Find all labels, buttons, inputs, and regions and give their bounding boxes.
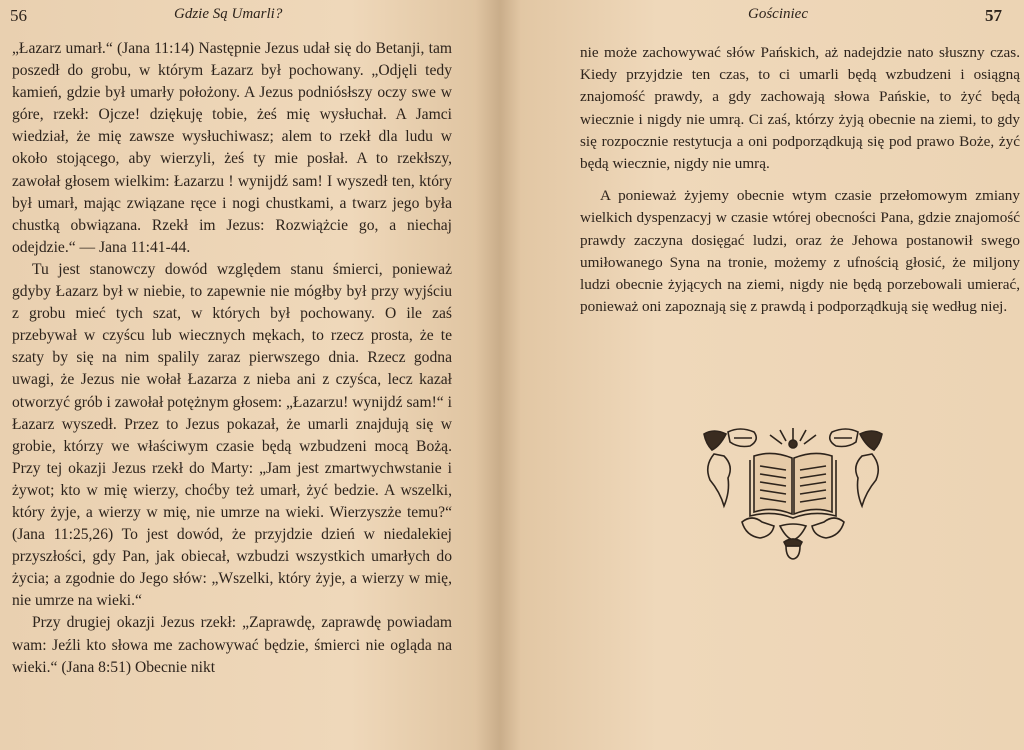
left-paragraph-2: Tu jest stanowczy dowód względem stanu śmierci, ponieważ gdyby Łazarz był w niebie, to zapewnie nie mógłby był przy wyjściu z grobu mieć tych szat, w których był pochowany. O ile zaś przebywał w czyścu lub wiecznych mękach, to rzecz prosta, że te szaty by się na nim spalily zaraz pierwszego dnia. Rzecz godna uwagi, że Jezus nie wołał Łazarza z nieba ani z czyśca, lecz kazał otworzyć grób i zawołał potężnym głosem: „Łazarzu! wynijdź sam!“ i Łazarz wyszedł. Przez to Jezus pokazał, że umarli znajdują się w grobie, którzy we właściwym czasie będą wzbudzeni mocą Bożą. Przy tej okazji Jezus rzekł do Marty: „Jam jest zmartwychwstanie i żywot; kto w mię wierzy, choćby też umarł, żyć bedzie. A wszelki, który żyje, a wierzy w mię, nie umrze na wieki. Wierzyszże temu?“ (Jana 11:25,26) To jest dowód, że przyjdzie dzień w niedalekiej przyszłości, gdy Pan, jak obiecał, wzbudzi wszystkich umarłych do życia; a zgodnie do Jego słów: „Wszelki, który żyje, a wierzy w mię, nie umrze na wieki.“ bbox=[12, 260, 452, 610]
left-page-header bbox=[8, 0, 482, 30]
left-running-title: Gdzie Są Umarli? bbox=[174, 6, 283, 22]
left-page-body bbox=[12, 38, 452, 679]
left-page bbox=[0, 0, 500, 750]
left-paragraph-1: „Łazarz umarł.“ (Jana 11:14) Następnie Jezus udał się do Betanji, tam poszedł do grobu, w którym Łazarz był pochowany. „Odjęli tedy kamień, gdzie był umarły położony. A Jezus podniósłszy oczy swe w góre, rzekł: Ojcze! dziękuję tobie, żeś mię wysłuchał. A Jamci wiedział, że mię zawsze wysłuchiwasz; alem to rzekł dla ludu w około stojącego, aby wierzyli, żeś ty mie posłał. A to rzekłszy, zawołał głosem wielkim: Łazarzu ! wynijdź sam! I wyszedł ten, który był umarł, mając związane ręce i nogi chustkami, a twarz jego była chustką obwiązana. Rzekł im Jezus: Rozwiążcie go, a niechaj odejdzie.“ — Jana 11:41-44. bbox=[12, 40, 452, 256]
right-page-number: 57 bbox=[985, 6, 1002, 25]
right-page-body bbox=[580, 42, 1020, 318]
open-book-ornament-icon bbox=[700, 426, 886, 560]
right-paragraph-2: A ponieważ żyjemy obecnie wtym czasie przełomowym zmiany wielkich dyspenzacyj w czasie wtórej obecności Pana, gdzie znajomość prawdy zaczyna dosięgać ludzi, oraz że Jehowa postanowił swego umiłowanego Syna na tronie, możemy z ufnością głosić, że miljony ludzi obecnie żyjących na ziemi, nigdy nie będą porzebowali umierać, ponieważ oni zapoznają się z prawdą i podporządkują się według niej. bbox=[580, 187, 1020, 316]
right-paragraph-1: nie może zachowywać słów Pańskich, aż nadejdzie nato słuszny czas. Kiedy przyjdzie ten czas, to ci umarli będą wzbudzeni i osiągną znajomość prawdy, a gdy zachowają słowa Pańskie, to żyć będą wiecznie i nigdy nie umrą. Ci zaś, którzy żyją obecnie na ziemi, to gdy się rozpocznie restytucja a oni podporządkują się pod prawo Boże, żyć będą wiecznie, nigdy nie umrą. bbox=[580, 44, 1020, 173]
right-page-header bbox=[580, 0, 1002, 30]
left-paragraph-3: Przy drugiej okazji Jezus rzekł: „Zaprawdę, zaprawdę powiadam wam: Jeźli kto słowa me zachowywać będzie, śmierci nie ogląda na wieki.“ (Jana 8:51) Obecnie nikt bbox=[12, 614, 452, 676]
right-page bbox=[500, 0, 1024, 750]
right-running-title: Gościniec bbox=[748, 6, 808, 22]
left-page-number: 56 bbox=[10, 6, 27, 25]
